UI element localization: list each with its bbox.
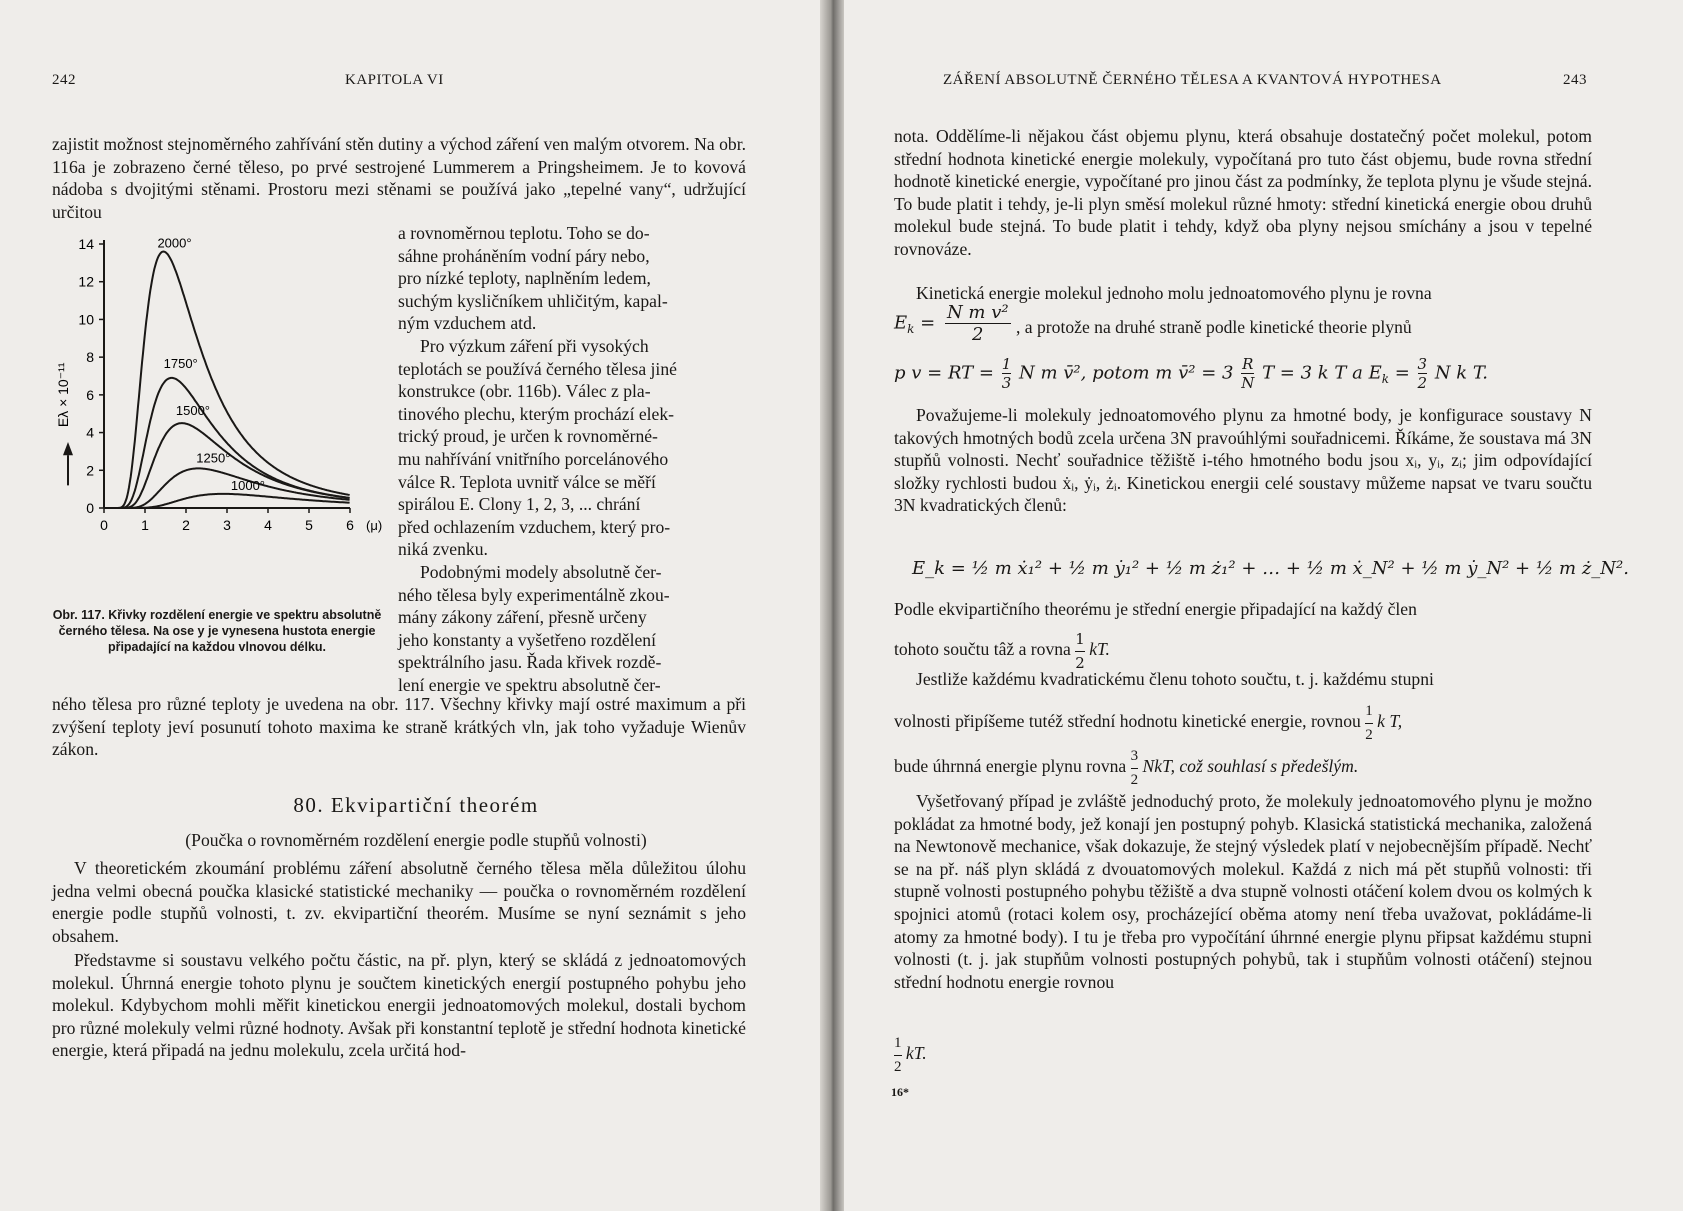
x-tick-label: 6 bbox=[346, 517, 354, 533]
book-gutter bbox=[820, 0, 844, 1211]
wrap-line: Pro výzkum záření při vysokých bbox=[420, 335, 649, 356]
y-tick-label: 14 bbox=[78, 236, 94, 252]
y-tick-label: 0 bbox=[86, 500, 94, 516]
wrap-line: mány zákony záření, přesně určeny bbox=[398, 607, 647, 628]
wrap-line: válce R. Teplota uvnitř válce se měří bbox=[398, 471, 656, 492]
series-label: 1500° bbox=[175, 403, 211, 419]
right-paragraph-5b: volnosti připíšeme tutéž střední hodnotu kinetické energie, rovnou $\frac{1}{2}$ k T, bbox=[894, 700, 1592, 746]
series-label: 2000° bbox=[157, 235, 192, 251]
x-tick-label: 2 bbox=[182, 517, 190, 533]
left-page bbox=[0, 0, 832, 1211]
equation-ek: $E_k$ = $\frac{\text{N m v²}}{2}$ bbox=[894, 302, 1009, 345]
energy-distribution-chart bbox=[50, 235, 383, 576]
right-paragraph-4b: tohoto součtu tâž a rovna $\frac{1}{2}$ kT. bbox=[894, 630, 1110, 672]
y-tick-label: 10 bbox=[78, 311, 94, 328]
wrap-line: konstrukce (obr. 116b). Válec z pla- bbox=[398, 381, 651, 402]
section-subtitle: (Poučka o rovnoměrném rozdělení energie podle stupňů volnosti) bbox=[185, 830, 647, 850]
running-head-right: ZÁŘENÍ ABSOLUTNĚ ČERNÉHO TĚLESA A KVANTOVÁ HYPOTHESA bbox=[943, 72, 1442, 88]
wrap-line: před ochlazením vzduchem, který pro- bbox=[398, 516, 671, 537]
y-tick-label: 4 bbox=[86, 424, 94, 441]
x-tick-label: 3 bbox=[223, 517, 231, 533]
right-paragraph-2-line2: , a protože na druhé straně podle kinetické theorie plynů bbox=[1016, 317, 1412, 337]
wrap-line: teplotách se používá černého tělesa jiné bbox=[398, 358, 677, 379]
wrap-line: sáhne proháněním vodní páry nebo, bbox=[398, 245, 650, 266]
wrap-text bbox=[398, 222, 746, 696]
right-paragraph-4a: Podle ekvipartičního theorému je střední energie připadající na každý člen bbox=[894, 599, 1417, 619]
y-tick-label: 2 bbox=[86, 462, 94, 479]
x-tick-label: 5 bbox=[305, 517, 313, 533]
wrap-line: Podobnými modely absolutně čer- bbox=[420, 561, 662, 582]
x-tick-label: 1 bbox=[141, 517, 149, 533]
series-label: 1250° bbox=[196, 450, 231, 466]
x-axis-label: (μ) bbox=[366, 518, 383, 533]
wrap-line: ným vzduchem atd. bbox=[398, 313, 537, 334]
x-tick-label: 0 bbox=[100, 517, 108, 533]
section-title: 80. Ekvipartiční theorém bbox=[293, 793, 539, 817]
x-tick-label: 4 bbox=[264, 517, 272, 533]
wrap-line: spirálou E. Clony 1, 2, 3, ... chrání bbox=[398, 494, 641, 515]
right-paragraph-7-tail: $\frac{1}{2}$ kT. bbox=[894, 1032, 1094, 1078]
right-paragraph-2-line1: Kinetická energie molekul jednoho molu jednoatomového plynu je rovna bbox=[916, 283, 1432, 303]
page-number-left: 242 bbox=[52, 72, 76, 88]
wrap-line: mu nahřívání vnitřního porcelánového bbox=[398, 448, 669, 469]
y-tick-label: 6 bbox=[86, 386, 94, 403]
wrap-line: a rovnoměrnou teplotu. Toho se do- bbox=[398, 223, 650, 243]
paragraph-1: zajistit možnost stejnoměrného zahřívání stěn dutiny a východ záření ven malým otvorem. Na obr. 116a je zobrazeno černé těleso, po prvé sestrojené Lummerem a Pringsheimem. Je to kovová nádoba s dvojitými stěnami. Prostoru mezi stěnami se používá jako „tepelné vany“, udržující určitou bbox=[52, 134, 746, 222]
figure-caption: Obr. 117. Křivky rozdělení energie ve spektru absolutně černého tělesa. Na ose y je vynesena hustota energie připadající na každou vlnovou délku. bbox=[52, 608, 382, 654]
wrap-line: tinového plechu, kterým prochází elek- bbox=[398, 403, 675, 424]
wrap-line: spektrálního jasu. Řada křivek rozdě- bbox=[398, 652, 662, 673]
equation-kinetic-sum: E_k = ½ m ẋ₁² + ½ m ẏ₁² + ½ m ż₁² + … + ½ m ẋ_N² + ½ m ẏ_N² + ½ m ż_N². bbox=[912, 558, 1629, 579]
signature-mark: 16* bbox=[891, 1085, 909, 1099]
right-paragraph-7: Vyšetřovaný případ je zvláště jednoduchý proto, že molekuly jednoatomového plynu je možno pokládat za hmotné body, jež konají jen postupný pohyb. Klasická statistická mechanika, založená na Newtonově mechanice, však dokazuje, že stejný výsledek platí v nejobecnějším případě. Nechť se na př. náš plyn skládá z dvouatomových molekul. Každá z nich má pět stupňů volnosti: tři stupně volnosti postupného pohybu těžiště a dva stupně volnosti otáčení kolem dvou os kolmých k spojnici atomů (rotaci kolem osy, procházející oběma atomy není třeba uvažovat, pokládáme-li atomy za hmotné body). I tu je třeba pro vypočítání úhrnné energie plynu připsat každému stupni volnosti (t. j. jak stupňům volnosti postupných pohybů, tak i stupňům volnosti otáčení) stejnou střední hodnotu energie rovnou bbox=[894, 791, 1592, 992]
right-paragraph-6: bude úhrnná energie plynu rovna $\frac{3}{2}$ NkT, což souhlasí s předešlým. bbox=[894, 745, 1592, 791]
series-label: 1000° bbox=[230, 477, 266, 493]
right-paragraph-3: Považujeme-li molekuly jednoatomového plynu za hmotné body, je konfigurace soustavy N takových hmotných bodů zcela určena 3N pravoúhlými souřadnicemi. Říkáme, že soustava má 3N stupňů volnosti. Nechť souřadnice těžiště i-tého hmotného bodu jsou xᵢ, yᵢ, zᵢ; jim odpovídající složky rychlosti budou ẋᵢ, ẏᵢ, żᵢ. Kinetickou energii celé soustavy můžeme napsat ve tvaru součtu 3N kvadratických členů: bbox=[894, 405, 1592, 516]
running-head-left: KAPITOLA VI bbox=[345, 72, 444, 88]
curve-2000 bbox=[118, 252, 349, 508]
arrow-head bbox=[63, 442, 73, 455]
wrap-line: jeho konstanty a vyšetřeno rozdělení bbox=[398, 629, 656, 650]
y-axis-label: Eλ × 10⁻¹¹ bbox=[55, 362, 71, 428]
y-tick-label: 8 bbox=[86, 349, 94, 366]
right-paragraph-1: nota. Oddělíme-li nějakou část objemu plynu, která obsahuje dostatečný počet molekul, potom střední hodnota kinetické energie molekuly, vypočítaná pro tuto část objemu, bude rovna střední hodnotě kinetické energie, vypočítané pro jinou část za podmínky, že teplota plynu je všude stejná. To bude platit i tehdy, je-li plyn směsí molekul různé hmoty: střední kinetická energie obou druhů molekul bude stejná. To bude platit i tehdy, když oba plyny nejsou smíchány a jsou v tepelné rovnováze. bbox=[894, 126, 1592, 259]
y-tick-label: 12 bbox=[78, 273, 94, 290]
page-number-right: 243 bbox=[1563, 72, 1587, 88]
section-paragraph-1: V theoretickém zkoumání problému záření absolutně černého tělesa měla důležitou úlohu jedna velmi obecná poučka klasické statistické mechaniky — poučka o rovnoměrném rozdělení energie podle stupňů volnosti, t. zv. ekvipartiční theorém. Musíme se nyní seznámit s jeho obsahem. bbox=[52, 858, 746, 946]
equation-pv: p v = RT = $\frac{1}{3}$ N m v̄², potom m v̄² = 3 $\frac{R}{N}$ T = 3 k T a $E_k$ = $\frac{3}{2}$ N k T. bbox=[894, 355, 1489, 392]
paragraph-after-figure: ného tělesa pro různé teploty je uvedena na obr. 117. Všechny křivky mají ostré maximum a při zvýšení teploty jeví posunutí tohoto maxima ke straně krátkých vln, jak toho vyžaduje Wienův zákon. bbox=[52, 694, 746, 760]
section-paragraph-2: Představme si soustavu velkého počtu částic, na př. plyn, který se skládá z jednoatomových molekul. Úhrnná energie tohoto plynu je součtem kinetických energií postupného pohybu jeho molekul. Kdybychom mohli měřit kinetickou energii jednoatomových molekul, dostali bychom pro různé molekuly velmi různé hodnoty. Avšak při konstantní teplotě je střední hodnota kinetické energie, která připadá na jednu molekulu, zcela určitá hod- bbox=[52, 950, 746, 1061]
wrap-line: lení energie ve spektru absolutně čer- bbox=[398, 674, 661, 695]
wrap-line: ného tělesa byly experimentálně zkou- bbox=[398, 584, 670, 605]
right-paragraph-5a: Jestliže každému kvadratickému členu tohoto součtu, t. j. každému stupni bbox=[916, 669, 1434, 689]
wrap-line: trický proud, je určen k rovnoměrné- bbox=[398, 426, 658, 447]
wrap-line: niká zvenku. bbox=[398, 539, 488, 560]
series-label: 1750° bbox=[163, 355, 198, 371]
wrap-line: suchým kysličníkem uhličitým, kapal- bbox=[398, 290, 668, 311]
right-page bbox=[832, 0, 1683, 1211]
wrap-line: pro nízké teploty, naplněním ledem, bbox=[398, 268, 651, 289]
